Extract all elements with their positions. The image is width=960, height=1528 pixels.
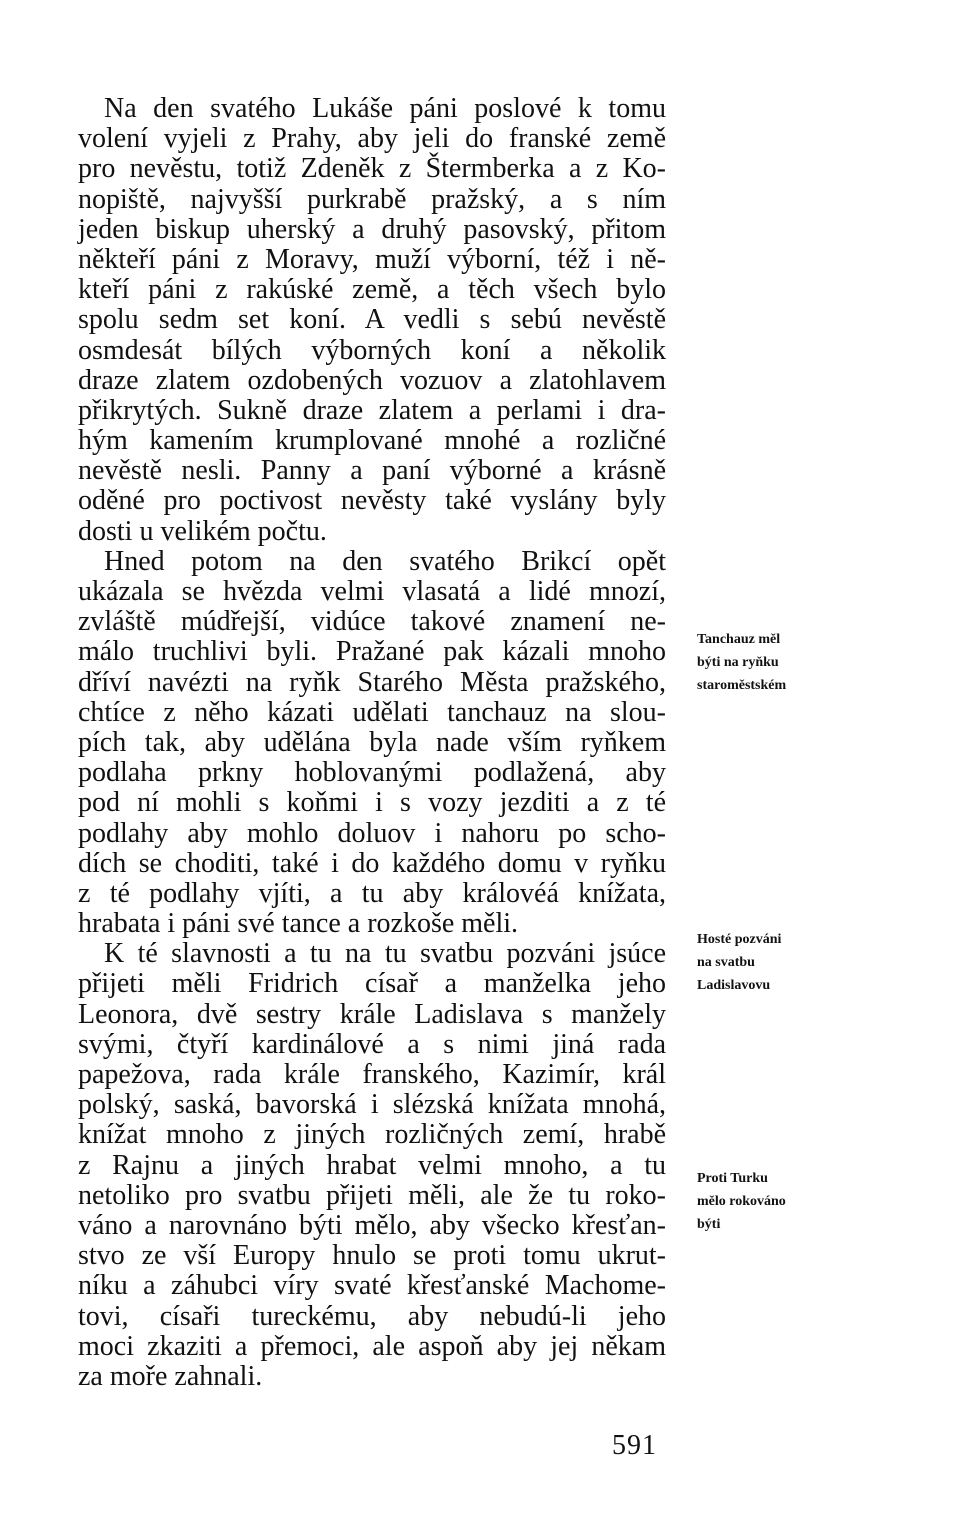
text-line: zvláště múdřejší, vidúce takové znamení ne- [78, 606, 666, 638]
text-line: nopiště, najvyšší purkrabě pražský, a s ním [78, 183, 666, 215]
main-text [78, 94, 666, 1392]
text-line: málo truchlivi byli. Pražané pak kázali mnoho [78, 636, 666, 668]
text-line: draze zlatem ozdobených vozuov a zlatohlavem [78, 364, 666, 396]
text-line: stvo ze vší Europy hnulo se proti tomu ukrut- [78, 1240, 666, 1272]
text-line: ukázala se hvězda velmi vlasatá a lidé mnozí, [78, 576, 666, 607]
text-line: svými, čtyří kardinálové a s nimi jiná rada [78, 1028, 666, 1060]
margin-note-line: Tanchauz měl [697, 632, 781, 647]
text-line: za moře zahnali. [78, 1360, 263, 1392]
margin-note-line: býti na ryňku [697, 655, 779, 670]
text-line: K té slavnosti a tu na tu svatbu pozváni jsúce [104, 938, 666, 970]
margin-note-line: mělo rokováno [697, 1194, 786, 1209]
text-line: Hned potom na den svatého Brikcí opět [104, 545, 666, 577]
text-line: knížat mnoho z jiných rozličných zemí, hrabě [78, 1119, 666, 1151]
text-line: někteří páni z Moravy, muží výborní, též i ně- [78, 243, 666, 275]
text-line: oděné pro poctivost nevěsty také vyslány byly [78, 485, 666, 517]
margin-note-line: Proti Turku [697, 1171, 768, 1186]
text-line: podlaha prkny hoblovanými podlažená, aby [78, 757, 666, 789]
margin-note-turks [697, 1167, 827, 1236]
text-line: kteří páni z rakúské země, a těch všech bylo [78, 274, 666, 306]
text-line: moci zkaziti a přemoci, ale aspoň aby jej někam [78, 1330, 666, 1362]
text-line: Leonora, dvě sestry krále Ladislava s manžely [78, 998, 666, 1030]
text-line: z Rajnu a jiných hrabat velmi mnoho, a tu [78, 1149, 666, 1181]
paragraph-3 [78, 939, 666, 1392]
text-line: nevěstě nesli. Panny a paní výborné a krásně [78, 455, 666, 487]
text-line: papežova, rada krále franského, Kazimír, král [78, 1059, 666, 1090]
text-line: dích se choditi, také i do každého domu v ryňku [78, 847, 666, 879]
text-line: osmdesát bílých výborných koní a několik [78, 334, 666, 366]
text-line: volení vyjeli z Prahy, aby jeli do franské země [78, 123, 666, 155]
text-line: pod ní mohli s koňmi i s vozy jezditi a z té [78, 787, 666, 819]
text-line: přijeti měli Fridrich císař a manželka jeho [78, 968, 666, 1000]
text-line: přikrytých. Sukně draze zlatem a perlami i dra- [78, 394, 666, 426]
page-number: 591 [612, 1430, 657, 1461]
text-line: chtíce z něho kázati udělati tanchauz na slou- [78, 696, 666, 728]
text-line: tovi, císaři tureckému, aby nebudú-li jeho [78, 1300, 666, 1332]
margin-note-line: Hosté pozváni [697, 932, 782, 947]
text-line: hým kamením krumplované mnohé a rozličné [78, 425, 666, 457]
text-line: dosti u velikém počtu. [78, 515, 327, 547]
margin-note-line: býti [697, 1217, 721, 1232]
margin-note-line: Ladislavovu [697, 978, 771, 993]
margin-note-guests [697, 928, 827, 997]
text-line: pro nevěstu, totiž Zdeněk z Štermberka a z Ko- [78, 153, 666, 185]
paragraph-1 [78, 94, 666, 547]
text-line: z té podlahy vjíti, a tu aby královéá knížata, [78, 877, 666, 909]
text-line: hrabata i páni své tance a rozkoše měli. [78, 908, 519, 940]
text-line: spolu sedm set koní. A vedli s sebú nevěstě [78, 304, 666, 336]
text-line: polský, saská, bavorská i slézská knížata mnohá, [78, 1089, 666, 1121]
text-line: váno a narovnáno býti mělo, aby všecko křesťan- [78, 1209, 666, 1241]
text-line: netoliko pro svatbu přijeti měli, ale že tu roko- [78, 1179, 666, 1211]
margin-note-line: na svatbu [697, 955, 755, 970]
text-line: dříví navézti na ryňk Starého Města pražského, [78, 666, 666, 698]
text-line: níku a záhubci víry svaté křesťanské Machome- [78, 1270, 666, 1302]
text-line: pích tak, aby udělána byla nade vším ryňkem [78, 726, 666, 758]
text-line: jeden biskup uherský a druhý pasovský, přitom [78, 213, 666, 245]
margin-note-tanchauz [697, 628, 827, 697]
paragraph-2 [78, 547, 666, 939]
text-line: Na den svatého Lukáše páni poslové k tomu [104, 93, 666, 124]
text-line: podlahy aby mohlo doluov i nahoru po scho- [78, 817, 666, 849]
margin-note-line: staroměstském [697, 678, 787, 693]
